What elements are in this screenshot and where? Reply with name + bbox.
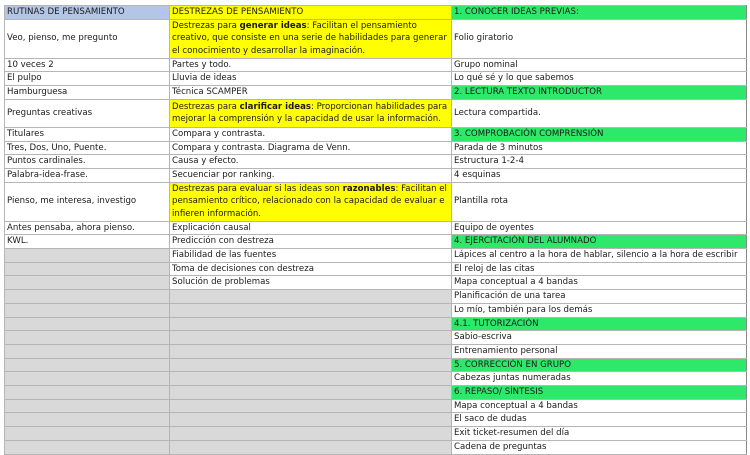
skill-category-description: : Facilitan el pensamiento creativo, que consiste en una serie de habilidades para generar el conocimiento y desarrollar la imaginación. bbox=[172, 20, 447, 56]
header-row bbox=[5, 6, 747, 20]
empty-cell bbox=[5, 440, 170, 454]
routine-cell: Veo, pienso, me pregunto bbox=[5, 19, 170, 58]
technique-cell: Estructura 1-2-4 bbox=[452, 155, 747, 169]
skill-cell: Solución de problemas bbox=[170, 276, 452, 290]
empty-cell bbox=[5, 303, 170, 317]
routine-cell: KWL. bbox=[5, 235, 170, 249]
technique-cell: Grupo nominal bbox=[452, 58, 747, 72]
empty-cell bbox=[170, 427, 452, 441]
technique-cell: Folio giratorio bbox=[452, 19, 747, 58]
skill-cell: Compara y contrasta. bbox=[170, 127, 452, 141]
table-row bbox=[5, 427, 747, 441]
table-row bbox=[5, 155, 747, 169]
skill-category-prefix: Destrezas para bbox=[172, 101, 240, 112]
technique-cell: El saco de dudas bbox=[452, 413, 747, 427]
table-row bbox=[5, 235, 747, 249]
routine-cell: El pulpo bbox=[5, 72, 170, 86]
routine-cell: Titulares bbox=[5, 127, 170, 141]
empty-cell bbox=[170, 399, 452, 413]
technique-cell: El reloj de las citas bbox=[452, 262, 747, 276]
empty-cell bbox=[5, 317, 170, 331]
routine-cell: Pienso, me interesa, investigo bbox=[5, 182, 170, 221]
empty-cell bbox=[170, 440, 452, 454]
technique-cell: Cabezas juntas numeradas bbox=[452, 372, 747, 386]
empty-cell bbox=[5, 372, 170, 386]
technique-cell: 4 esquinas bbox=[452, 168, 747, 182]
table-row bbox=[5, 141, 747, 155]
technique-cell: Parada de 3 minutos bbox=[452, 141, 747, 155]
table-row bbox=[5, 249, 747, 263]
table-row bbox=[5, 317, 747, 331]
skill-cell: Lluvia de ideas bbox=[170, 72, 452, 86]
technique-cell: Entrenamiento personal bbox=[452, 344, 747, 358]
table-row bbox=[5, 399, 747, 413]
technique-cell: Lo mío, también para los demás bbox=[452, 303, 747, 317]
empty-cell bbox=[5, 249, 170, 263]
table-row bbox=[5, 372, 747, 386]
skill-cell: Técnica SCAMPER bbox=[170, 86, 452, 100]
empty-cell bbox=[5, 276, 170, 290]
skill-cell: Compara y contrasta. Diagrama de Venn. bbox=[170, 141, 452, 155]
section-heading-4: 4. EJERCITACIÓN DEL ALUMNADO bbox=[452, 235, 747, 249]
skill-category-cell bbox=[170, 182, 452, 221]
section-heading-2: 2. LECTURA TEXTO INTRODUCTOR bbox=[452, 86, 747, 100]
empty-cell bbox=[170, 413, 452, 427]
empty-cell bbox=[5, 399, 170, 413]
table-row bbox=[5, 127, 747, 141]
empty-cell bbox=[5, 386, 170, 400]
technique-cell: Planificación de una tarea bbox=[452, 290, 747, 304]
routine-cell: Puntos cardinales. bbox=[5, 155, 170, 169]
skill-category-keyword: razonables bbox=[342, 183, 396, 194]
table-row bbox=[5, 386, 747, 400]
routine-cell: Antes pensaba, ahora pienso. bbox=[5, 221, 170, 235]
routine-cell: Tres, Dos, Uno, Puente. bbox=[5, 141, 170, 155]
empty-cell bbox=[5, 344, 170, 358]
skill-category-prefix: Destrezas para bbox=[172, 20, 240, 31]
table-row bbox=[5, 358, 747, 372]
skill-cell: Toma de decisiones con destreza bbox=[170, 262, 452, 276]
technique-cell: Mapa conceptual a 4 bandas bbox=[452, 399, 747, 413]
empty-cell bbox=[170, 386, 452, 400]
empty-cell bbox=[170, 372, 452, 386]
table-row bbox=[5, 262, 747, 276]
empty-cell bbox=[5, 262, 170, 276]
routines-table bbox=[4, 5, 747, 455]
section-heading-6: 6. REPASO/ SÍNTESIS bbox=[452, 386, 747, 400]
empty-cell bbox=[170, 317, 452, 331]
table-row bbox=[5, 221, 747, 235]
table-row bbox=[5, 182, 747, 221]
skill-cell: Causa y efecto. bbox=[170, 155, 452, 169]
table-row bbox=[5, 303, 747, 317]
technique-cell: Lápices al centro a la hora de hablar, silencio a la hora de escribir bbox=[452, 249, 747, 263]
table-row bbox=[5, 86, 747, 100]
routine-cell: 10 veces 2 bbox=[5, 58, 170, 72]
technique-cell: Exit ticket-resumen del día bbox=[452, 427, 747, 441]
skill-cell: Predicción con destreza bbox=[170, 235, 452, 249]
skill-cell: Secuenciar por ranking. bbox=[170, 168, 452, 182]
technique-cell: Cadena de preguntas bbox=[452, 440, 747, 454]
skill-category-prefix: Destrezas para evaluar si las ideas son bbox=[172, 183, 343, 194]
table-row bbox=[5, 19, 747, 58]
empty-cell bbox=[170, 344, 452, 358]
technique-cell: Plantilla rota bbox=[452, 182, 747, 221]
table-row bbox=[5, 440, 747, 454]
routine-cell: Hamburguesa bbox=[5, 86, 170, 100]
technique-cell: Lo qué sé y lo que sabemos bbox=[452, 72, 747, 86]
technique-cell: Mapa conceptual a 4 bandas bbox=[452, 276, 747, 290]
skill-category-keyword: clarificar ideas bbox=[239, 101, 311, 112]
technique-cell: Sabio-escriva bbox=[452, 331, 747, 345]
table-row bbox=[5, 72, 747, 86]
table-row bbox=[5, 276, 747, 290]
technique-cell: Lectura compartida. bbox=[452, 99, 747, 127]
skill-cell: Partes y todo. bbox=[170, 58, 452, 72]
table-row bbox=[5, 58, 747, 72]
empty-cell bbox=[5, 290, 170, 304]
table-row bbox=[5, 168, 747, 182]
skill-category-cell bbox=[170, 99, 452, 127]
empty-cell bbox=[5, 331, 170, 345]
section-heading-4-1: 4.1. TUTORIZACIÓN bbox=[452, 317, 747, 331]
empty-cell bbox=[170, 303, 452, 317]
empty-cell bbox=[170, 358, 452, 372]
skill-cell: Fiabilidad de las fuentes bbox=[170, 249, 452, 263]
routine-cell: Preguntas creativas bbox=[5, 99, 170, 127]
header-skills: DESTREZAS DE PENSAMIENTO bbox=[170, 6, 452, 20]
header-section-1: 1. CONOCER IDEAS PREVIAS: bbox=[452, 6, 747, 20]
skill-category-description: : Facilitan el pensamiento crítico, relacionado con la capacidad de evaluar e infieren información. bbox=[172, 183, 447, 219]
skill-category-description: : Proporcionan habilidades para mejorar la comprensión y la capacidad de usar la información. bbox=[172, 101, 448, 125]
empty-cell bbox=[170, 290, 452, 304]
technique-cell: Equipo de oyentes bbox=[452, 221, 747, 235]
skill-cell: Explicación causal bbox=[170, 221, 452, 235]
table-row bbox=[5, 99, 747, 127]
skill-category-keyword: generar ideas bbox=[239, 20, 307, 31]
section-heading-3: 3. COMPROBACIÓN COMPRENSIÓN bbox=[452, 127, 747, 141]
routine-cell: Palabra-idea-frase. bbox=[5, 168, 170, 182]
table-row bbox=[5, 344, 747, 358]
empty-cell bbox=[5, 427, 170, 441]
table-row bbox=[5, 331, 747, 345]
empty-cell bbox=[5, 358, 170, 372]
section-heading-5: 5. CORRECCIÓN EN GRUPO bbox=[452, 358, 747, 372]
table-row bbox=[5, 413, 747, 427]
header-routines: RUTINAS DE PENSAMIENTO bbox=[5, 6, 170, 20]
skill-category-cell bbox=[170, 19, 452, 58]
empty-cell bbox=[5, 413, 170, 427]
empty-cell bbox=[170, 331, 452, 345]
table-row bbox=[5, 290, 747, 304]
